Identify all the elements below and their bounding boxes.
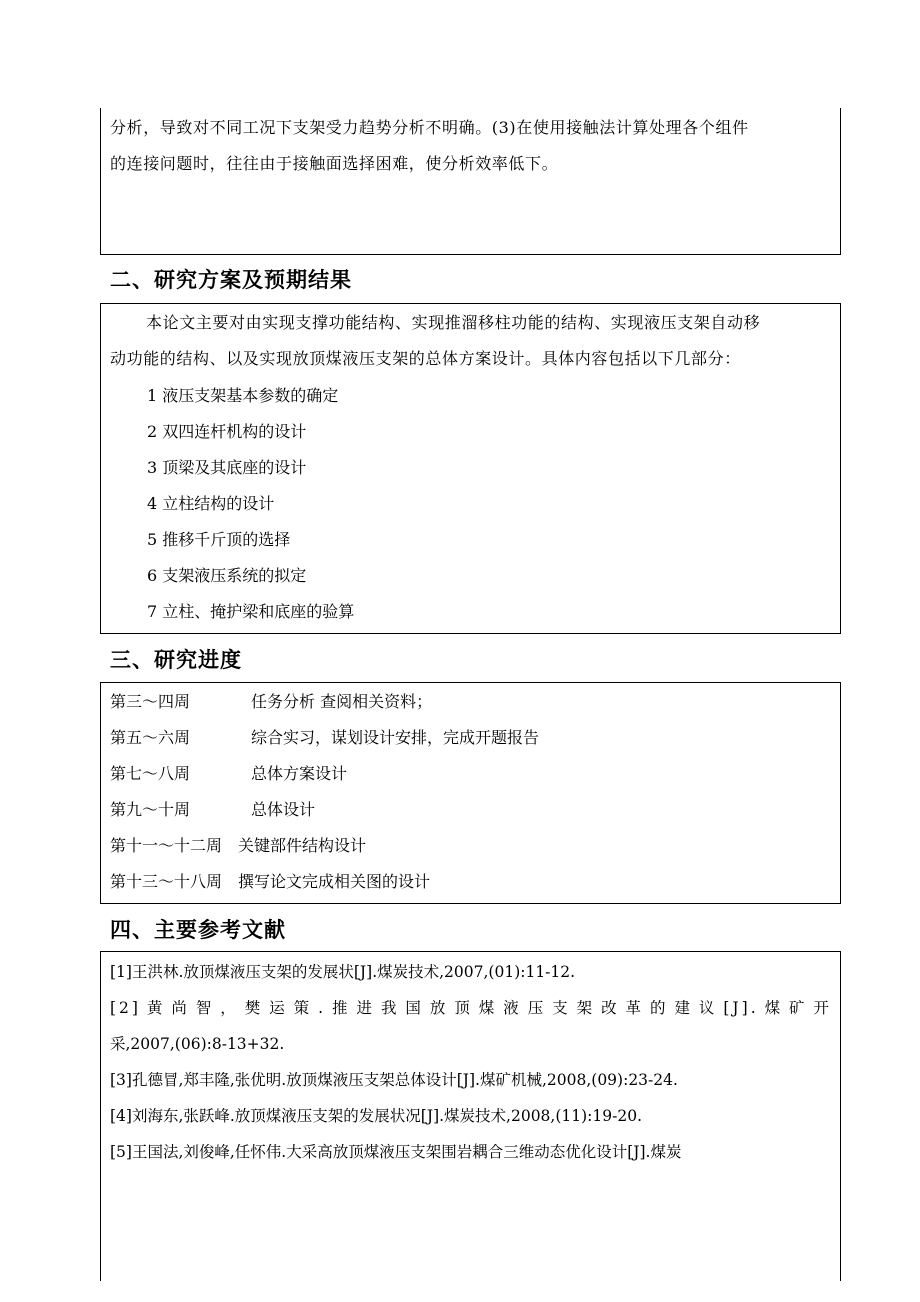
- schedule-week: 第九～十周: [110, 800, 191, 819]
- reference-item: [5]王国法,刘俊峰,任怀伟.大采高放顶煤液压支架围岩耦合三维动态优化设计[J].煤炭: [110, 1143, 682, 1161]
- intro-line-2: 的连接问题时，往往由于接触面选择困难，使分析效率低下。: [110, 154, 559, 173]
- schedule-task: 任务分析 查阅相关资料；: [251, 692, 433, 711]
- section2-para-line-2: 动功能的结构、以及实现放顶煤液压支架的总体方案设计。具体内容包括以下几部分：: [110, 349, 741, 368]
- section2-title: 二、研究方案及预期结果: [110, 268, 352, 292]
- schedule-task: 关键部件结构设计: [238, 836, 367, 855]
- plan-item: 1 液压支架基本参数的确定: [147, 386, 339, 405]
- reference-item-continued: 采,2007,(06):8-13+32.: [110, 1035, 285, 1053]
- reference-item: [1]王洪林.放顶煤液压支架的发展状[J].煤炭技术,2007,(01):11-12.: [110, 963, 576, 981]
- plan-item: 4 立柱结构的设计: [147, 494, 275, 513]
- reference-item: [2]黄尚智，樊运策.推进我国放顶煤液压支架改革的建议[J].煤矿开: [110, 999, 832, 1017]
- plan-item: 3 顶梁及其底座的设计: [147, 458, 307, 477]
- section3-title: 三、研究进度: [110, 648, 242, 672]
- intro-line-1: 分析，导致对不同工况下支架受力趋势分析不明确。(3)在使用接触法计算处理各个组件: [110, 118, 749, 137]
- plan-item: 6 支架液压系统的拟定: [147, 566, 307, 585]
- reference-item: [4]刘海东,张跃峰.放顶煤液压支架的发展状况[J].煤炭技术,2008,(11):19-20.: [110, 1107, 642, 1125]
- plan-item: 7 立柱、掩护梁和底座的验算: [147, 602, 355, 621]
- reference-item: [3]孔德冒,郑丰隆,张优明.放顶煤液压支架总体设计[J].煤矿机械,2008,(09):23-24.: [110, 1071, 678, 1089]
- plan-item: 5 推移千斤顶的选择: [147, 530, 291, 549]
- schedule-task: 撰写论文完成相关图的设计: [238, 872, 431, 891]
- schedule-week: 第七～八周: [110, 764, 191, 783]
- schedule-task: 总体方案设计: [251, 764, 348, 783]
- section2-para-line-1: 本论文主要对由实现支撑功能结构、实现推溜移柱功能的结构、实现液压支架自动移: [146, 313, 761, 332]
- schedule-week: 第五～六周: [110, 728, 191, 747]
- intro-paragraph: [110, 110, 832, 182]
- schedule-task: 综合实习，谋划设计安排，完成开题报告: [251, 728, 540, 747]
- section4-title: 四、主要参考文献: [110, 918, 286, 942]
- plan-item: 2 双四连杆机构的设计: [147, 422, 307, 441]
- schedule-task: 总体设计: [251, 800, 316, 819]
- section3-box: [100, 682, 841, 904]
- schedule-week: 第十三～十八周: [110, 872, 223, 891]
- schedule-week: 第十一～十二周: [110, 836, 223, 855]
- schedule-week: 第三～四周: [110, 692, 191, 711]
- section2-paragraph: [110, 305, 832, 377]
